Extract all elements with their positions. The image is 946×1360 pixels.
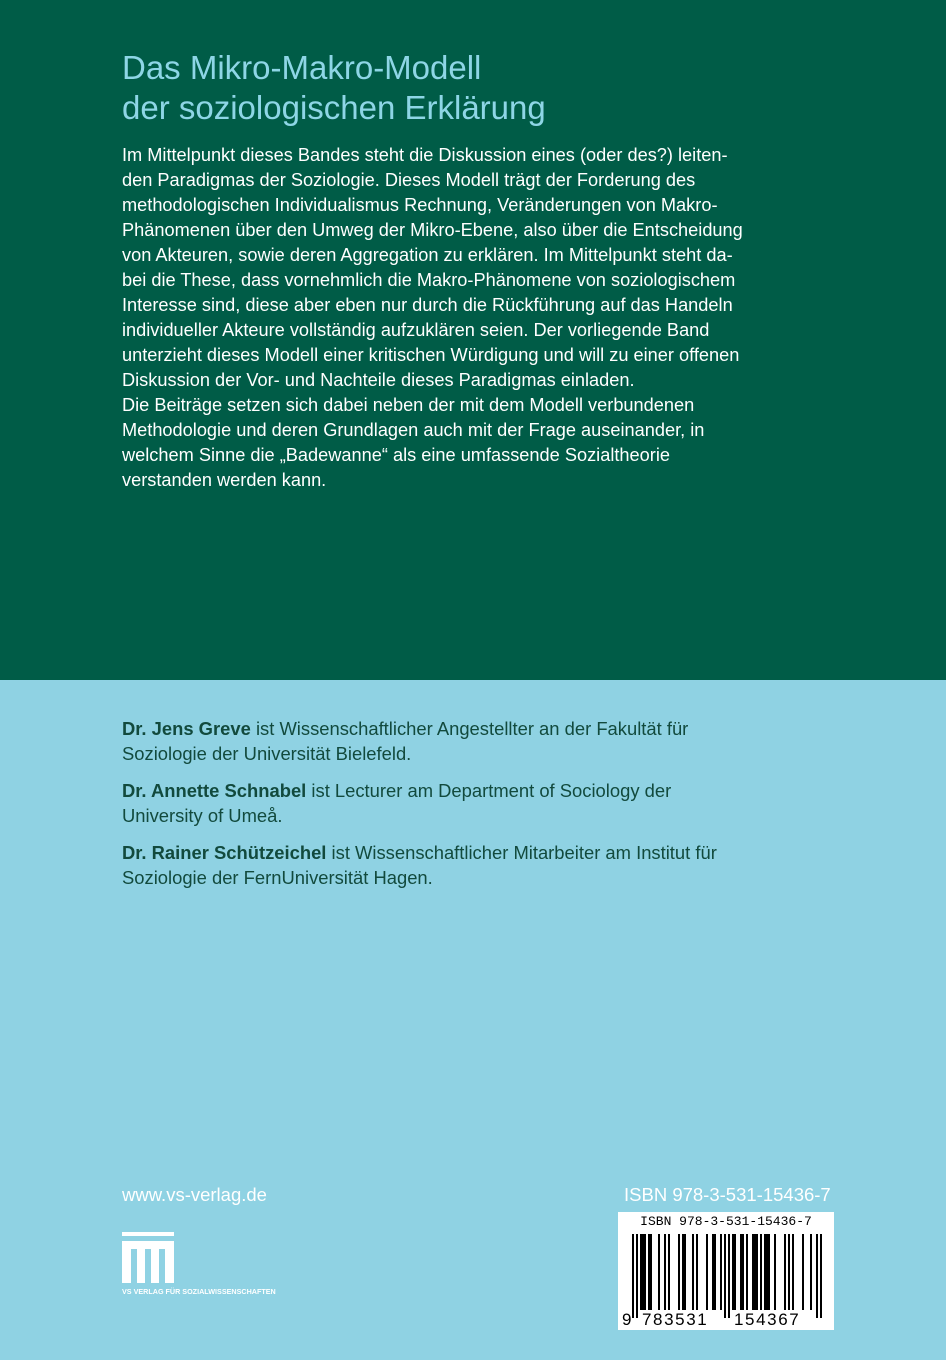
barcode-bar: [644, 1234, 646, 1310]
publisher-logo-text: VS VERLAG FÜR SOZIALWISSENSCHAFTEN: [122, 1287, 276, 1296]
barcode-bar: [774, 1234, 776, 1310]
blurb-line: verstanden werden kann.: [122, 470, 327, 490]
author-entry: [122, 778, 842, 828]
barcode-bar: [810, 1234, 812, 1310]
book-description: [122, 143, 842, 493]
author-bio: ist Wissenschaftlicher Mitarbeiter am Institut für: [326, 842, 717, 863]
barcode-bar: [766, 1234, 768, 1310]
barcode-bar: [684, 1234, 686, 1310]
barcode-bar: [756, 1234, 758, 1310]
barcode-bar: [678, 1234, 680, 1310]
barcode-bar: [760, 1234, 762, 1310]
barcode-bar: [802, 1234, 804, 1310]
author-entry: [122, 840, 842, 890]
barcode-guard-bar: [816, 1234, 818, 1318]
barcode-bar: [696, 1234, 698, 1310]
blurb-line: den Paradigmas der Soziologie. Dieses Modell trägt der Forderung des: [122, 170, 696, 190]
isbn-barcode: [618, 1212, 834, 1330]
barcode-bar: [668, 1234, 670, 1310]
author-bio: Soziologie der Universität Bielefeld.: [122, 743, 412, 764]
blurb-line: individueller Akteure vollständig aufzuklären seien. Der vorliegende Band: [122, 320, 710, 340]
barcode-bar: [742, 1234, 744, 1310]
barcode-bar: [788, 1234, 790, 1310]
barcode-bar: [740, 1234, 742, 1310]
isbn-label: ISBN 978-3-531-15436-7: [624, 1184, 831, 1205]
blurb-line: Methodologie und deren Grundlagen auch mit der Frage auseinander, in: [122, 420, 705, 440]
vs-logo-icon: [122, 1232, 174, 1283]
barcode-first-digit: 9: [622, 1310, 632, 1329]
barcode-bar: [650, 1234, 652, 1310]
barcode-bar: [784, 1234, 786, 1310]
blurb-line: Im Mittelpunkt dieses Bandes steht die Diskussion eines (oder des?) leiten-: [122, 145, 728, 165]
barcode-guard-bar: [728, 1234, 730, 1318]
blurb-line: bei die These, dass vornehmlich die Makro-Phänomene von soziologischem: [122, 270, 736, 290]
blurb-line: von Akteuren, sowie deren Aggregation zu erklären. Im Mittelpunkt steht da-: [122, 245, 733, 265]
barcode-group-2: 154367: [734, 1310, 801, 1329]
barcode-guard-bar: [632, 1234, 634, 1318]
author-name: Dr. Annette Schnabel: [122, 780, 307, 801]
barcode-bar: [640, 1234, 642, 1310]
barcode-isbn-text: ISBN 978-3-531-15436-7: [640, 1214, 812, 1229]
author-list: [122, 716, 842, 902]
barcode-bar: [764, 1234, 766, 1310]
barcode-bar: [706, 1234, 708, 1310]
barcode-bar: [768, 1234, 770, 1310]
title-line-1: Das Mikro-Makro-Modell: [122, 49, 482, 86]
blurb-line: unterzieht dieses Modell einer kritischen Würdigung und will zu einer offenen: [122, 345, 740, 365]
author-bio: University of Umeå.: [122, 805, 283, 826]
author-entry: [122, 716, 842, 766]
barcode-bar: [746, 1234, 748, 1310]
barcode-bar: [720, 1234, 722, 1310]
author-name: Dr. Jens Greve: [122, 718, 251, 739]
blurb-line: methodologischen Individualismus Rechnung, Veränderungen von Makro-: [122, 195, 718, 215]
author-name: Dr. Rainer Schützeichel: [122, 842, 327, 863]
barcode-bar: [734, 1234, 736, 1310]
barcode-bar: [664, 1234, 666, 1310]
book-title: [122, 48, 842, 128]
blurb-line: Die Beiträge setzen sich dabei neben der mit dem Modell verbundenen: [122, 395, 695, 415]
barcode-bar: [682, 1234, 684, 1310]
barcode-guard-bar: [636, 1234, 638, 1318]
blurb-line: welchem Sinne die „Badewanne“ als eine umfassende Sozialtheorie: [122, 445, 670, 465]
barcode-group-1: 783531: [642, 1310, 709, 1329]
blurb-line: Diskussion der Vor- und Nachteile dieses Paradigmas einladen.: [122, 370, 635, 390]
barcode-bar: [712, 1234, 714, 1310]
barcode-bar: [714, 1234, 716, 1310]
title-line-2: der soziologischen Erklärung: [122, 89, 546, 126]
barcode-bar: [658, 1234, 660, 1310]
barcode-guard-bar: [820, 1234, 822, 1318]
blurb-line: Phänomenen über den Umweg der Mikro-Ebene, also über die Entscheidung: [122, 220, 743, 240]
barcode-guard-bar: [724, 1234, 726, 1318]
author-bio: ist Wissenschaftlicher Angestellter an der Fakultät für: [250, 718, 689, 739]
author-bio: Soziologie der FernUniversität Hagen.: [122, 867, 433, 888]
publisher-website[interactable]: www.vs-verlag.de: [122, 1184, 267, 1205]
author-bio: ist Lecturer am Department of Sociology der: [306, 780, 672, 801]
barcode-bar: [754, 1234, 756, 1310]
barcode-bar: [692, 1234, 694, 1310]
blurb-line: Interesse sind, diese aber eben nur durch die Rückführung auf das Handeln: [122, 295, 733, 315]
barcode-bar: [642, 1234, 644, 1310]
barcode-bar: [732, 1234, 734, 1310]
barcode-bar: [648, 1234, 650, 1310]
barcode-bar: [752, 1234, 754, 1310]
barcode-bar: [792, 1234, 794, 1310]
publisher-logo: [122, 1232, 322, 1302]
